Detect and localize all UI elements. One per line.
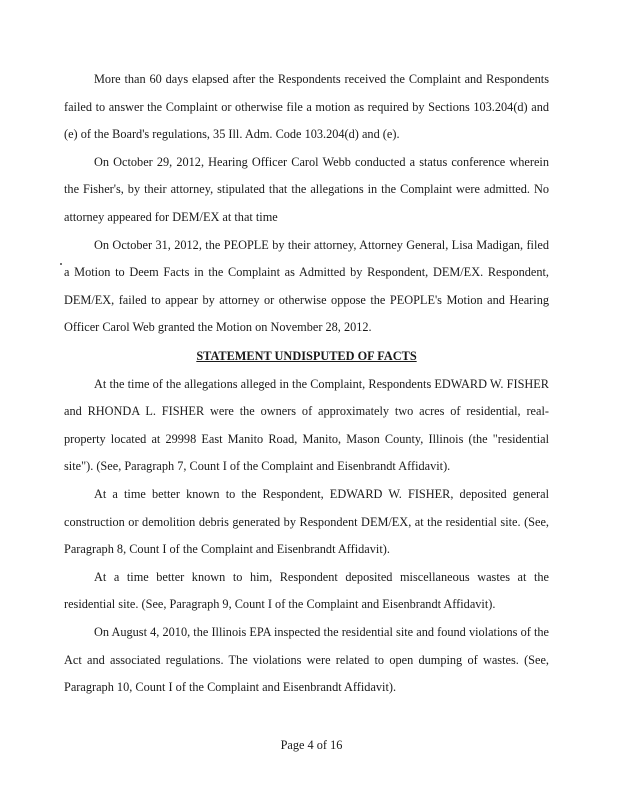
scan-speck bbox=[60, 263, 62, 265]
fact-paragraph-misc-wastes: At a time better known to him, Respondent deposited miscellaneous wastes at the residential site. (See, Paragraph 9, Count I of the Complaint and Eisenbrandt Affidavit). bbox=[64, 569, 549, 612]
paragraph-status-conference: On October 29, 2012, Hearing Officer Carol Webb conducted a status conference wherein the Fisher's, by their attorney, stipulated that the allegations in the Complaint were admitted. No attorney appeared for DEM/EX at that time bbox=[64, 154, 549, 224]
body-paragraphs bbox=[64, 66, 549, 342]
section-heading: STATEMENT UNDISPUTED OF FACTS bbox=[196, 349, 417, 363]
fact-paragraph-inspection: On August 4, 2010, the Illinois EPA inspected the residential site and found violations of the Act and associated regulations. The violations were related to open dumping of wastes. (See, Paragraph 10, Count I of the Complaint and Eisenbrandt Affidavit). bbox=[64, 624, 549, 695]
fact-paragraph-debris: At a time better known to the Respondent, EDWARD W. FISHER, deposited general construction or demolition debris generated by Respondent DEM/EX, at the residential site. (See, Paragraph 8, Count I of the Complaint and Eisenbrandt Affidavit). bbox=[64, 486, 549, 557]
paragraph-default-timeline: More than 60 days elapsed after the Respondents received the Complaint and Respondents failed to answer the Complaint or otherwise file a motion as required by Sections 103.204(d) and (e) of the Board's regulations, 35 Ill. Adm. Code 103.204(d) and (e). bbox=[64, 72, 549, 142]
fact-paragraph-ownership: At the time of the allegations alleged in the Complaint, Respondents EDWARD W. FISHER and RHONDA L. FISHER were the owners of approximately two acres of residential, real-property located at 29998 East Manito Road, Manito, Mason County, Illinois (the "residential site"). (See, Paragraph 7, Count I of the Complaint and Eisenbrandt Affidavit). bbox=[64, 376, 549, 474]
page-number: Page 4 of 16 bbox=[280, 738, 343, 752]
paragraph-motion-deem-facts: On October 31, 2012, the PEOPLE by their attorney, Attorney General, Lisa Madigan, filed a Motion to Deem Facts in the Complaint as Admitted by Respondent, DEM/EX. Respondent, DEM/EX, failed to appear by attorney or otherwise oppose the PEOPLE's Motion and Hearing Officer Carol Web granted the Motion on November 28, 2012. bbox=[64, 237, 549, 335]
facts-section bbox=[64, 343, 549, 702]
